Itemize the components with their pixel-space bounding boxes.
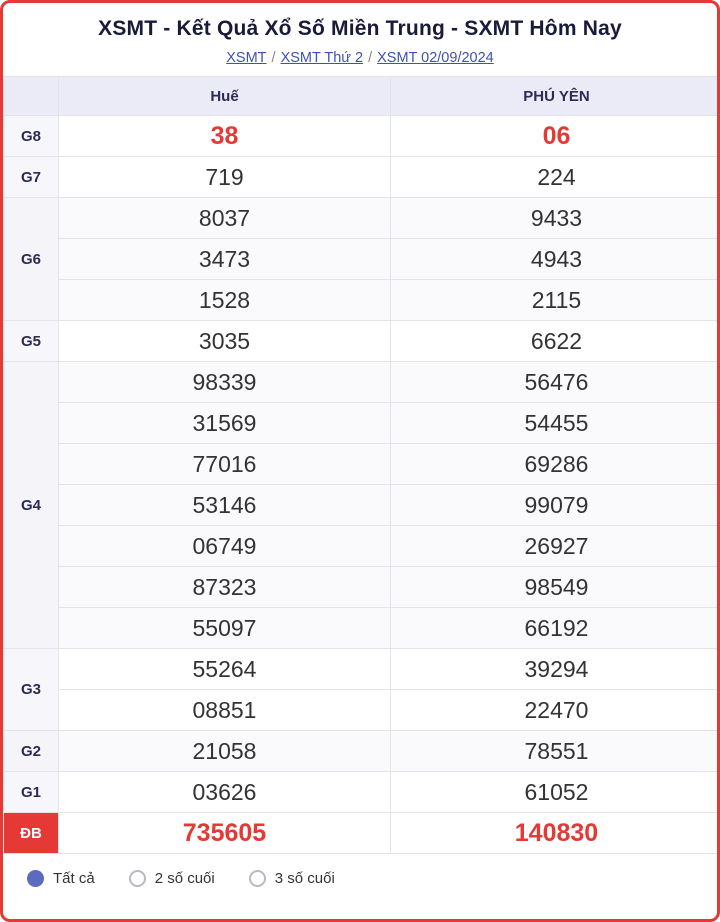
result-cell: 55097 bbox=[59, 608, 391, 649]
result-cell: 99079 bbox=[391, 485, 720, 526]
filter-option-label: Tất cả bbox=[53, 870, 95, 887]
table-row bbox=[4, 444, 720, 485]
breadcrumb-separator-2: / bbox=[368, 50, 373, 66]
result-cell: 224 bbox=[391, 157, 720, 198]
table-row bbox=[4, 813, 720, 854]
result-cell: 69286 bbox=[391, 444, 720, 485]
result-cell: 03626 bbox=[59, 772, 391, 813]
prize-label-g6: G6 bbox=[4, 198, 59, 321]
table-row bbox=[4, 116, 720, 157]
filter-option-last-2[interactable] bbox=[129, 870, 215, 887]
table-row bbox=[4, 157, 720, 198]
column-header-phu-yen: PHÚ YÊN bbox=[391, 77, 720, 116]
result-cell: 38 bbox=[59, 116, 391, 157]
result-cell: 21058 bbox=[59, 731, 391, 772]
result-cell: 3035 bbox=[59, 321, 391, 362]
breadcrumb-separator-1: / bbox=[271, 50, 276, 66]
result-cell: 87323 bbox=[59, 567, 391, 608]
result-cell: 08851 bbox=[59, 690, 391, 731]
prize-label-g8: G8 bbox=[4, 116, 59, 157]
result-cell: 6622 bbox=[391, 321, 720, 362]
result-cell: 77016 bbox=[59, 444, 391, 485]
table-row bbox=[4, 198, 720, 239]
result-cell: 9433 bbox=[391, 198, 720, 239]
result-cell: 55264 bbox=[59, 649, 391, 690]
prize-label-g5: G5 bbox=[4, 321, 59, 362]
result-cell: 98549 bbox=[391, 567, 720, 608]
prize-label-g4: G4 bbox=[4, 362, 59, 649]
result-cell: 53146 bbox=[59, 485, 391, 526]
result-cell: 06749 bbox=[59, 526, 391, 567]
result-cell: 98339 bbox=[59, 362, 391, 403]
table-row bbox=[4, 526, 720, 567]
breadcrumb-item-xsmt-thu-2[interactable]: XSMT Thứ 2 bbox=[280, 50, 364, 66]
result-cell: 66192 bbox=[391, 608, 720, 649]
radio-icon[interactable] bbox=[249, 870, 266, 887]
table-row bbox=[4, 731, 720, 772]
table-row bbox=[4, 608, 720, 649]
result-cell: 26927 bbox=[391, 526, 720, 567]
breadcrumb-item-date[interactable]: XSMT 02/09/2024 bbox=[377, 50, 494, 66]
page-header bbox=[3, 3, 717, 72]
prize-label-g3: G3 bbox=[4, 649, 59, 731]
result-cell: 2115 bbox=[391, 280, 720, 321]
filter-option-all[interactable] bbox=[27, 870, 95, 887]
result-cell: 61052 bbox=[391, 772, 720, 813]
result-cell: 56476 bbox=[391, 362, 720, 403]
filter-option-last-3[interactable] bbox=[249, 870, 335, 887]
prize-label-g1: G1 bbox=[4, 772, 59, 813]
table-row bbox=[4, 772, 720, 813]
table-row bbox=[4, 567, 720, 608]
table-header-row bbox=[4, 77, 720, 116]
result-cell: 06 bbox=[391, 116, 720, 157]
table-row bbox=[4, 485, 720, 526]
prize-label-db: ĐB bbox=[4, 813, 59, 854]
result-cell: 3473 bbox=[59, 239, 391, 280]
result-cell: 54455 bbox=[391, 403, 720, 444]
page-title: XSMT - Kết Quả Xổ Số Miền Trung - SXMT Hôm Nay bbox=[98, 17, 622, 40]
table-row bbox=[4, 362, 720, 403]
result-cell: 78551 bbox=[391, 731, 720, 772]
table-corner-cell bbox=[4, 77, 59, 116]
result-cell: 4943 bbox=[391, 239, 720, 280]
table-row bbox=[4, 239, 720, 280]
filter-option-label: 3 số cuối bbox=[274, 870, 335, 887]
filter-options bbox=[3, 854, 717, 901]
prize-label-g7: G7 bbox=[4, 157, 59, 198]
table-head bbox=[4, 77, 720, 116]
results-table bbox=[3, 76, 720, 854]
radio-icon[interactable] bbox=[129, 870, 146, 887]
result-cell: 735605 bbox=[59, 813, 391, 854]
result-cell: 140830 bbox=[391, 813, 720, 854]
column-header-hue: Huế bbox=[59, 77, 391, 116]
table-row bbox=[4, 690, 720, 731]
result-cell: 22470 bbox=[391, 690, 720, 731]
result-cell: 39294 bbox=[391, 649, 720, 690]
table-row bbox=[4, 403, 720, 444]
table-body bbox=[4, 116, 720, 854]
table-row bbox=[4, 649, 720, 690]
result-cell: 31569 bbox=[59, 403, 391, 444]
filter-option-label: 2 số cuối bbox=[154, 870, 215, 887]
result-cell: 8037 bbox=[59, 198, 391, 239]
breadcrumb bbox=[13, 50, 707, 66]
result-cell: 719 bbox=[59, 157, 391, 198]
table-row bbox=[4, 321, 720, 362]
breadcrumb-item-xsmt[interactable]: XSMT bbox=[226, 50, 267, 66]
prize-label-g2: G2 bbox=[4, 731, 59, 772]
radio-icon[interactable] bbox=[27, 870, 44, 887]
result-cell: 1528 bbox=[59, 280, 391, 321]
table-row bbox=[4, 280, 720, 321]
